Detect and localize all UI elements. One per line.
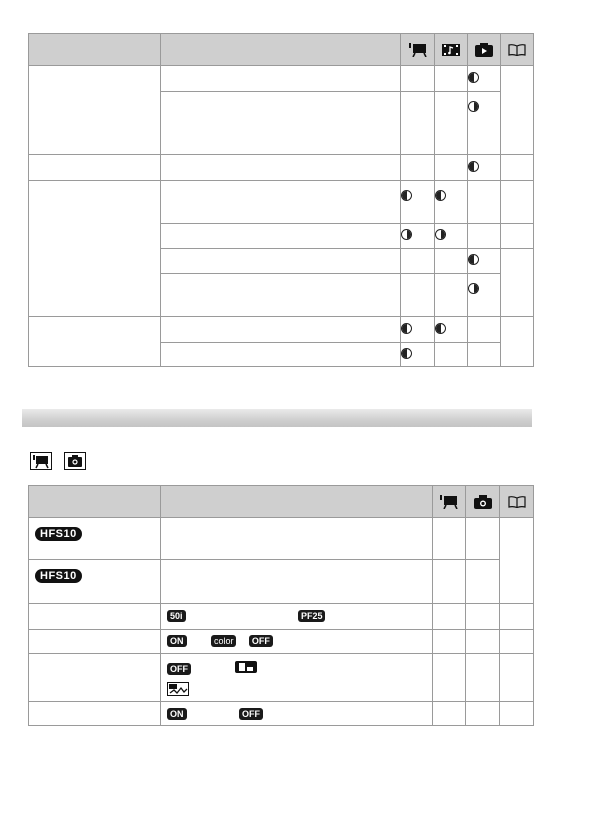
option-cell	[161, 560, 433, 604]
table-row	[29, 630, 534, 654]
model-badge: HFS10	[35, 527, 82, 541]
table-row	[29, 317, 534, 343]
availability-mark	[401, 190, 412, 201]
photo-mode-icon	[473, 495, 493, 509]
availability-mark	[468, 254, 479, 265]
camcorder-mode-icon	[30, 452, 52, 475]
header-movie-mode	[401, 34, 435, 66]
availability-mark	[401, 348, 412, 359]
setting-cell	[29, 604, 161, 630]
option-cell	[161, 343, 401, 367]
table-row	[29, 654, 534, 702]
settings-table-bottom	[28, 485, 534, 726]
header-music-film	[435, 34, 468, 66]
section-divider-bar	[22, 409, 532, 427]
playback-icon	[474, 43, 494, 57]
table-row	[29, 181, 534, 224]
option-cell	[161, 702, 433, 726]
model-badge: HFS10	[35, 569, 82, 583]
availability-mark	[435, 190, 446, 201]
setting-cell	[29, 518, 161, 560]
header-options	[161, 486, 433, 518]
option-cell	[161, 66, 401, 92]
reference-book-icon	[508, 44, 526, 56]
option-cell	[161, 249, 401, 274]
availability-mark	[435, 229, 446, 240]
setting-cell	[29, 654, 161, 702]
settings-table-top	[28, 33, 534, 367]
option-cell	[161, 155, 401, 181]
setting-cell	[29, 702, 161, 726]
availability-mark	[435, 323, 446, 334]
availability-mark	[401, 229, 412, 240]
music-film-icon	[441, 43, 461, 57]
table-row	[29, 702, 534, 726]
badge-off: OFF	[167, 663, 191, 675]
option-cell	[161, 654, 433, 702]
waveform-monitor-icon	[167, 682, 189, 701]
badge-color: color	[211, 635, 237, 647]
table-row	[29, 155, 534, 181]
header-playback	[468, 34, 501, 66]
badge-off: OFF	[249, 635, 273, 647]
availability-mark	[401, 323, 412, 334]
availability-mark	[468, 283, 479, 294]
option-cell	[161, 317, 401, 343]
header-options	[161, 34, 401, 66]
option-cell	[161, 518, 433, 560]
option-cell	[161, 181, 401, 224]
badge-pf25: PF25	[298, 610, 326, 622]
photo-mode-icon	[64, 452, 86, 475]
setting-cell	[29, 181, 161, 317]
movie-mode-icon	[408, 43, 428, 57]
reference-book-icon	[508, 496, 526, 508]
header-setting	[29, 34, 161, 66]
option-cell	[161, 630, 433, 654]
option-cell	[161, 224, 401, 249]
setting-cell	[29, 66, 161, 155]
header-reference	[500, 486, 534, 518]
option-cell	[161, 604, 433, 630]
availability-mark	[468, 101, 479, 112]
table-row	[29, 604, 534, 630]
badge-50i: 50i	[167, 610, 186, 622]
badge-on: ON	[167, 635, 187, 647]
camcorder-mode-icon	[439, 495, 459, 509]
mode-icons	[30, 452, 94, 475]
header-photo	[466, 486, 500, 518]
header-setting	[29, 486, 161, 518]
setting-cell	[29, 630, 161, 654]
setting-cell	[29, 155, 161, 181]
zebra-pattern-icon	[235, 660, 257, 678]
badge-on: ON	[167, 708, 187, 720]
availability-mark	[468, 72, 479, 83]
table-row	[29, 66, 534, 92]
option-cell	[161, 92, 401, 155]
option-cell	[161, 274, 401, 317]
setting-cell	[29, 560, 161, 604]
table-row	[29, 560, 534, 604]
table-row	[29, 518, 534, 560]
badge-off: OFF	[239, 708, 263, 720]
header-camcorder	[433, 486, 466, 518]
availability-mark	[468, 161, 479, 172]
setting-cell	[29, 317, 161, 367]
header-reference	[501, 34, 534, 66]
